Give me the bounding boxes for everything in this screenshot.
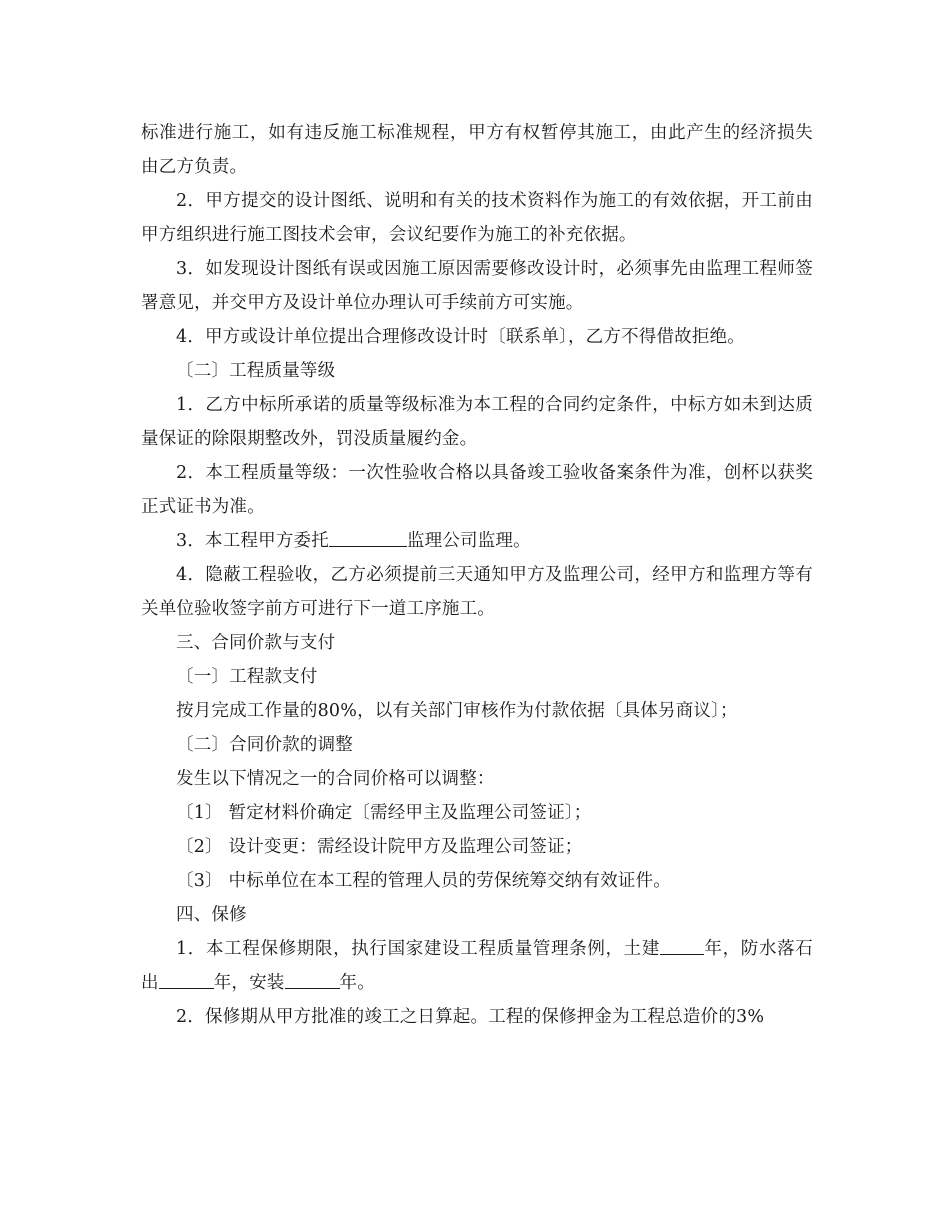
paragraph-text: 年，防水落石出 [141,939,813,993]
subsection-heading: 〔一〕工程款支付 [176,667,318,687]
paragraph: 2．保修期从甲方批准的竣工之日算起。工程的保修押金为工程总造价的3% [176,1007,765,1027]
paragraph: 3．如发现设计图纸有误或因施工原因需要修改设计时，必须事先由监理工程师签署意见，并交甲方及设计单位办理认可手续前方可实施。 [141,259,813,313]
paragraph-text: 年，安装 [213,973,285,993]
paragraph: 按月完成工作量的80%，以有关部门审核作为付款依据〔具体另商议〕； [176,701,738,721]
list-item: 〔3〕 中标单位在本工程的管理人员的劳保统筹交纳有效证件。 [176,871,671,891]
fill-in-blank [660,936,704,955]
paragraph: 发生以下情况之一的合同价格可以调整： [176,769,495,789]
paragraph-with-blank [141,524,813,558]
paragraph: 4．隐蔽工程验收，乙方必须提前三天通知甲方及监理公司，经甲方和监理方等有关单位验收签字前方可进行下一道工序施工。 [141,565,813,619]
paragraph: 标准进行施工，如有违反施工标准规程，甲方有权暂停其施工，由此产生的经济损失由乙方负责。 [141,123,813,177]
section-heading: 〔二〕工程质量等级 [176,361,336,381]
paragraph-text: 1．本工程保修期限，执行国家建设工程质量管理条例，土建 [176,939,661,959]
fill-in-blank [159,970,214,989]
paragraph-text: 3．本工程甲方委托 [176,531,329,551]
fill-in-blank [329,528,407,547]
subsection-heading: 〔二〕合同价款的调整 [176,735,353,755]
paragraph: 1．乙方中标所承诺的质量等级标准为本工程的合同约定条件，中标方如未到达质量保证的除限期整改外，罚没质量履约金。 [141,395,813,449]
paragraph: 2．甲方提交的设计图纸、说明和有关的技术资料作为施工的有效依据，开工前由甲方组织进行施工图技术会审，会议纪要作为施工的补充依据。 [141,191,813,245]
paragraph-text: 监理公司监理。 [406,531,531,551]
fill-in-blank [285,970,340,989]
paragraph: 2．本工程质量等级：一次性验收合格以具备竣工验收备案条件为准，创杯以获奖正式证书为准。 [141,463,813,517]
paragraph-with-blanks [141,932,813,1000]
document-body [141,116,813,1034]
list-item: 〔1〕 暂定材料价确定〔需经甲主及监理公司签证〕； [176,803,592,823]
list-item: 〔2〕 设计变更：需经设计院甲方及监理公司签证； [176,837,583,857]
section-heading: 四、保修 [176,905,247,925]
paragraph-text: 年。 [339,973,375,993]
section-heading: 三、合同价款与支付 [176,633,336,653]
paragraph: 4．甲方或设计单位提出合理修改设计时〔联系单〕，乙方不得借故拒绝。 [176,327,745,347]
